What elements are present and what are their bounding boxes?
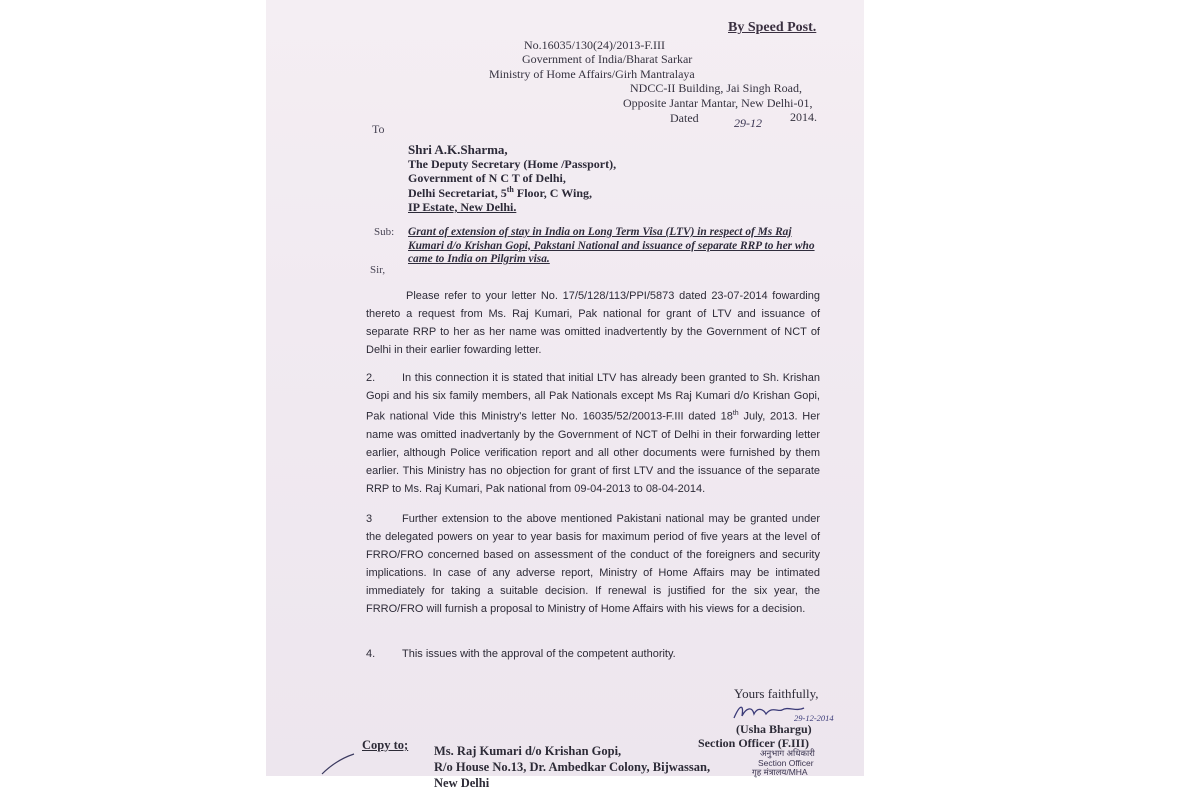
paragraph-2 [366, 369, 820, 498]
paragraph-4-text: This issues with the approval of the competent authority. [402, 648, 676, 660]
office-suffix: Floor, C Wing, [513, 186, 593, 200]
dated-label: Dated [670, 111, 699, 125]
addressee-government: Government of N C T of Delhi, [408, 171, 566, 185]
paragraph-1-text: Please refer to your letter No. 17/5/128/113/PPI/5873 dated 23-07-2014 fowarding thereto a request from Ms. Raj Kumari, Pak national for grant of LTV and issuance of separate RRP to her as her name was omitted inadvertently by the Government of NCT of Delhi in their earlier fowarding letter. [366, 290, 820, 356]
paragraph-2-text-b: July, 2013. Her name was omitted inadvertanly by the Government of NCT of Delhi in their forwarding letter earlier, although Police verification report and all other documents were furnished by them earlier. This Ministry has no objection for grant of first LTV and the issuance of the separate RRP to Ms. Raj Kumari, Pak national from 09-04-2013 to 08-04-2014. [366, 410, 820, 495]
stamp-line-3: गृह मंत्रालय/MHA [752, 767, 808, 777]
subject-text: Grant of extension of stay in India on Long Term Visa (LTV) in respect of Ms Raj Kumari d/o Krishan Gopi, Pakstani National and issuance of separate RRP to her who came to India on Pilgrim visa. [408, 226, 815, 265]
dated-year: 2014. [790, 110, 817, 124]
stamp-line-2: Section Officer [758, 758, 814, 768]
paragraph-3-text: Further extension to the above mentioned Pakistani national may be granted under the delegated powers on year to year basis for maximum period of five years at the level of FRRO/FRO concerned based on assessment of the conduct of the foreigners and security implications. In case of any adverse report, Ministry of Home Affairs may be intimated immediately for taking a suitable decision. If renewal is justified for the six year, the FRRO/FRO will furnish a proposal to Ministry of Home Affairs with his views for a decision. [366, 513, 820, 615]
copy-line-3: New Delhi [434, 776, 490, 790]
ministry-line: Ministry of Home Affairs/Girh Mantralaya [489, 67, 695, 81]
speed-post-label: By Speed Post. [728, 20, 817, 35]
copy-to-label: Copy to; [362, 738, 409, 752]
office-sup: th [506, 185, 514, 194]
closing: Yours faithfully, [734, 686, 819, 701]
paragraph-3 [366, 510, 820, 618]
addressee-estate: IP Estate, New Delhi. [408, 200, 517, 214]
signature-date: 29-12-2014 [794, 713, 834, 723]
building-line: NDCC-II Building, Jai Singh Road, [630, 81, 803, 95]
stamp-line-1: अनुभाग अधिकारी [760, 748, 815, 758]
paragraph-4-number: 4. [366, 648, 376, 660]
handwritten-date: 29-12 [734, 116, 762, 130]
paragraph-2-number: 2. [366, 372, 376, 384]
salutation: Sir, [370, 264, 386, 276]
signatory-name: (Usha Bhargu) [736, 722, 812, 736]
location-line: Opposite Jantar Mantar, New Delhi-01, [623, 96, 813, 110]
paragraph-4 [366, 645, 820, 663]
copy-line-1: Ms. Raj Kumari d/o Krishan Gopi, [434, 744, 622, 758]
office-prefix: Delhi Secretariat, 5 [408, 186, 507, 200]
subject-label: Sub: [374, 226, 395, 238]
letter-page [266, 0, 864, 790]
paragraph-3-number: 3 [366, 513, 373, 525]
file-number: No.16035/130(24)/2013-F.III [524, 38, 666, 52]
paragraph-1 [366, 287, 820, 359]
signatory-designation: Section Officer (F.III) [698, 736, 809, 750]
government-line: Government of India/Bharat Sarkar [522, 52, 693, 66]
addressee-designation: The Deputy Secretary (Home /Passport), [408, 157, 617, 171]
addressee-office [408, 185, 592, 201]
to-label: To [372, 122, 385, 136]
paragraph-2-sup: th [732, 410, 739, 417]
addressee-name: Shri A.K.Sharma, [408, 142, 508, 157]
paragraph-2-text-a: In this connection it is stated that initial LTV has already been granted to Sh. Krishan Gopi and his six family members, all Pak Nationals except Ms Raj Kumari d/o Krishan Gopi, Pak national Vide this Ministry's letter No. 16035/52/20013-F.III dated 18 [366, 372, 820, 423]
copy-line-2: R/o House No.13, Dr. Ambedkar Colony, Bijwassan, [434, 760, 711, 774]
